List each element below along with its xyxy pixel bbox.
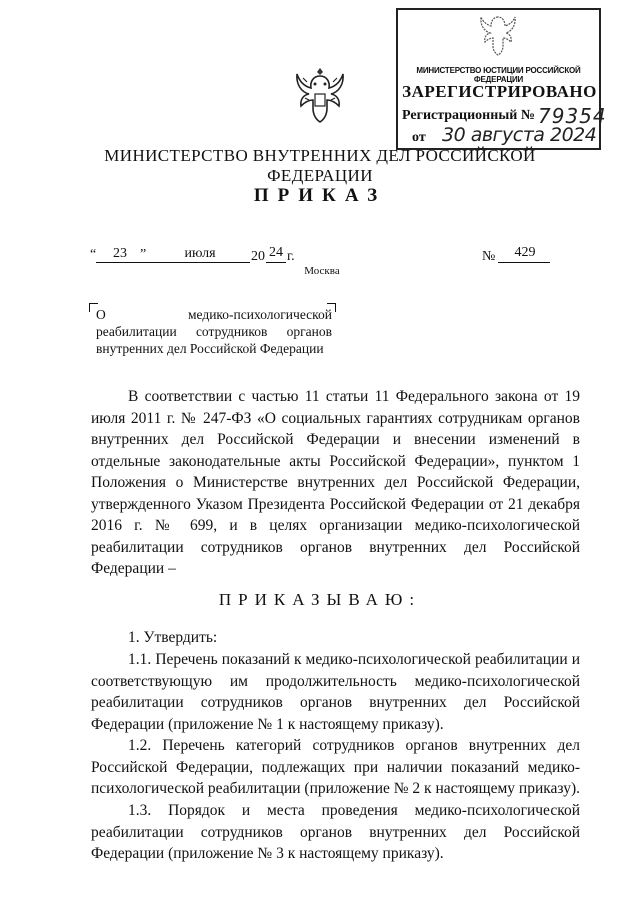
subject-title: О медико-психологической реабилитации сотрудников органов внутренних дел Российской Федерации	[96, 307, 332, 356]
year-unit: г.	[287, 249, 295, 264]
item-1-1: 1.1. Перечень показаний к медико-психологической реабилитации и соответствующую им продолжительность медико-психологической реабилитации сотрудников органов внутренних дел Российской Федерации (приложение № 1 к настоящему приказу).	[91, 651, 580, 733]
orders-heading: ПРИКАЗЫВАЮ:	[218, 590, 422, 609]
stamp-reg-label: Регистрационный №	[402, 108, 535, 123]
stamp-emblem-icon	[478, 14, 518, 58]
stamp-reg-number: 79354	[538, 104, 607, 128]
year-prefix: 20	[251, 249, 265, 264]
item-approve: 1. Утвердить:	[128, 629, 218, 646]
date-open-quote: “	[90, 247, 97, 262]
stamp-date-prefix: от	[412, 130, 426, 145]
document-type: ПРИКАЗ	[253, 185, 387, 206]
number-underline	[498, 262, 550, 263]
ministry-name: МИНИСТЕРСТВО ВНУТРЕННИХ ДЕЛ РОССИЙСКОЙ ФЕДЕРАЦИИ	[104, 146, 536, 185]
day-underline	[96, 262, 144, 263]
stamp-status: ЗАРЕГИСТРИРОВАНО	[402, 82, 597, 101]
stamp-date-value: 30 августа 2024	[442, 124, 597, 146]
year-underline	[266, 262, 286, 263]
stamp-ministry: МИНИСТЕРСТВО ЮСТИЦИИ РОССИЙСКОЙ ФЕДЕРАЦИИ	[416, 66, 581, 84]
number-label: №	[482, 249, 496, 264]
date-month: июля	[184, 246, 216, 261]
coat-of-arms-icon	[293, 64, 347, 124]
order-number: 429	[514, 245, 536, 260]
registration-stamp	[396, 8, 607, 150]
month-underline	[138, 262, 250, 263]
item-1-2: 1.2. Перечень категорий сотрудников органов внутренних дел Российской Федерации, подлежащих при наличии показаний медико-психологической реабилитации (приложение № 2 к настоящему приказу).	[91, 737, 581, 797]
preamble-paragraph: В соответствии с частью 11 статьи 11 Федерального закона от 19 июля 2011 г. № 247-ФЗ «О социальных гарантиях сотрудникам органов внутренних дел Российской Федерации и внесении изменений в отдельные законодательные акты Российской Федерации», пунктом 1 Положения о Министерстве внутренних дел Российской Федерации, утвержденного Указом Президента Российской Федерации от 21 декабря 2016 г. № 699, и в целях организации медико-психологической реабилитации сотрудников органов внутренних дел Российской Федерации –	[91, 388, 580, 577]
date-close-quote: ”	[140, 247, 147, 262]
item-1-3: 1.3. Порядок и места проведения медико-психологической реабилитации сотрудников органов внутренних дел Российской Федерации (приложение № 3 к настоящему приказу).	[91, 802, 580, 862]
date-day: 23	[113, 246, 127, 261]
year-suffix: 24	[269, 245, 283, 260]
city: Москва	[304, 265, 340, 277]
